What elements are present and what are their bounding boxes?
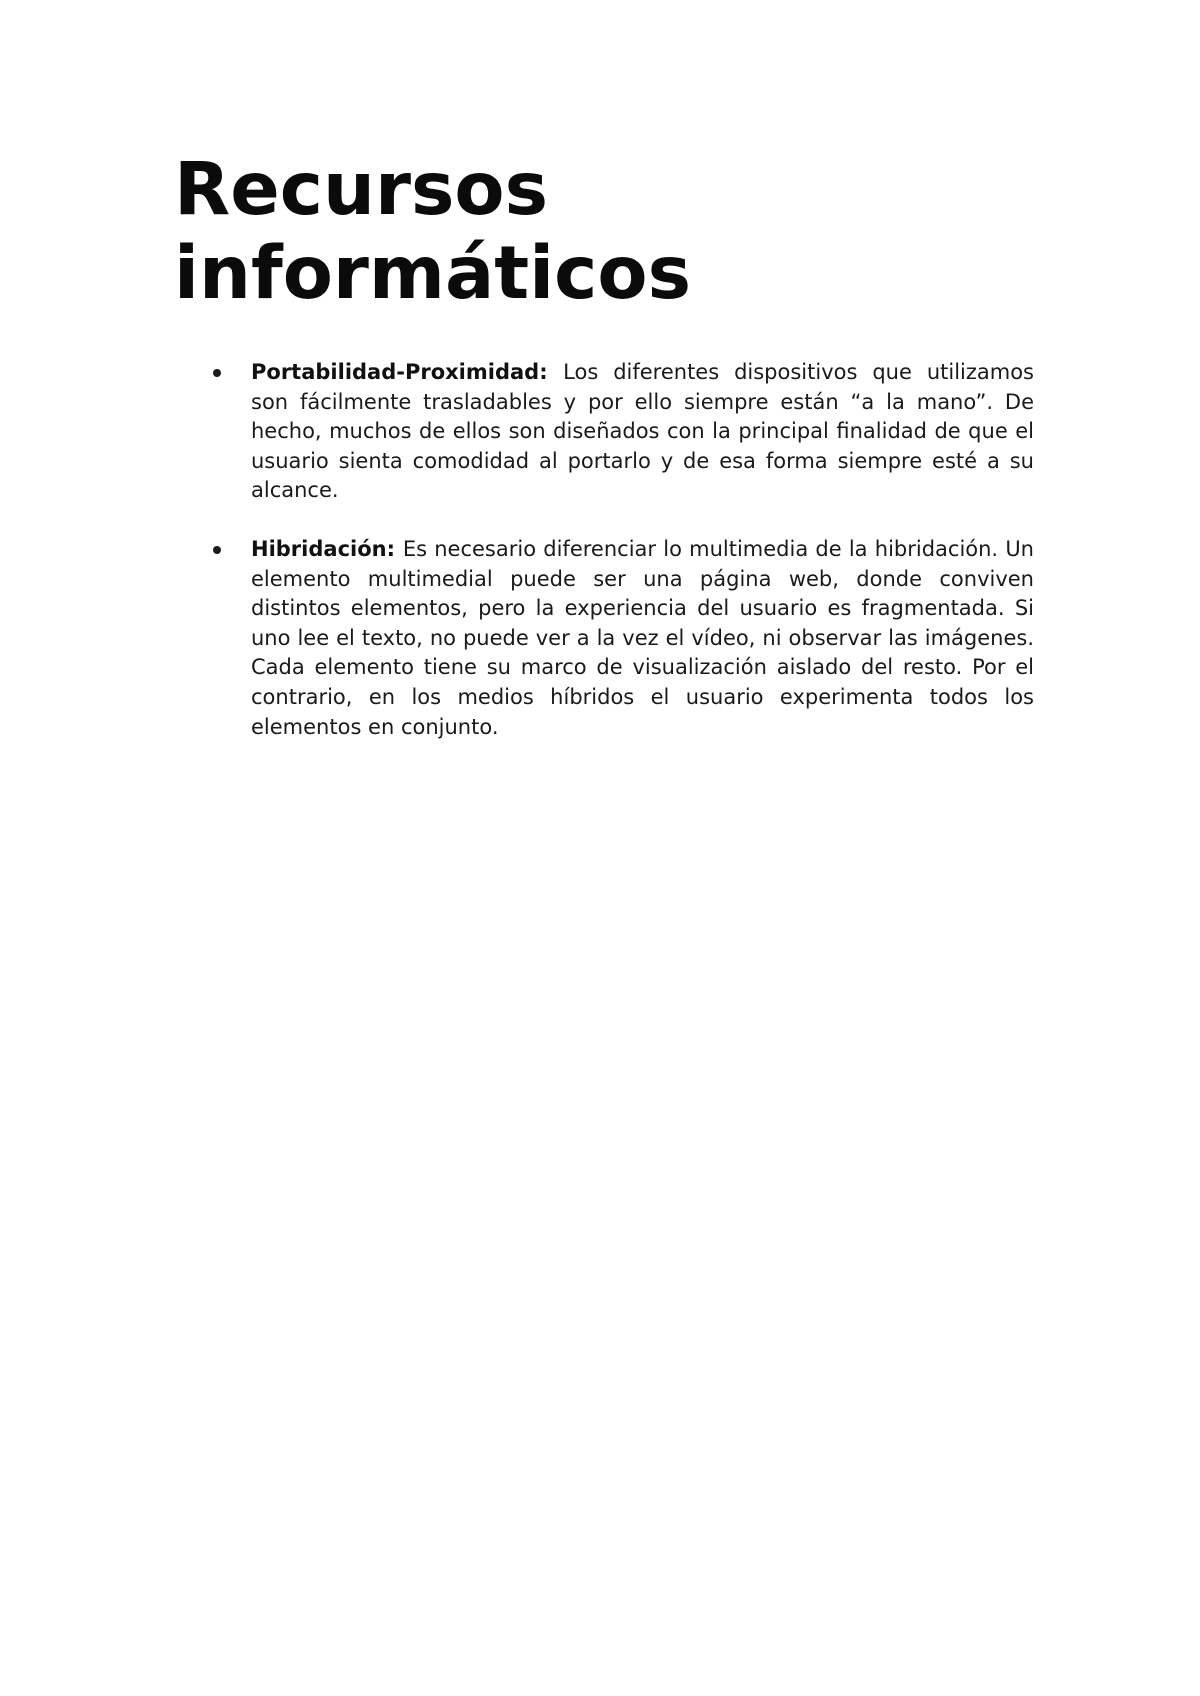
bullet-term: Portabilidad-Proximidad: bbox=[251, 360, 564, 384]
bullet-item-portabilidad bbox=[174, 358, 1034, 506]
title-line-1: Recursos bbox=[174, 147, 549, 232]
title-line-2: informáticos bbox=[174, 231, 692, 316]
bullet-icon bbox=[213, 546, 221, 554]
bullet-icon bbox=[213, 369, 221, 377]
bullet-item-hibridacion bbox=[174, 535, 1034, 742]
bullet-text: Es necesario diferenciar lo multimedia de la hibridación. Un elemento multimedial puede ser una página web, donde conviven distintos elementos, pero la experiencia del usuario es fragmentada. Si uno lee el texto, no puede ver a la vez el vídeo, ni observar las imágenes. Cada elemento tiene su marco de visualización aislado del resto. Por el contrario, en los medios híbridos el usuario experimenta todos los elementos en conjunto. bbox=[251, 536, 1034, 739]
bullet-text: Los diferentes dispositivos que utilizamos son fácilmente trasladables y por ello siempre están “a la mano”. De hecho, muchos de ellos son diseñados con la principal finalidad de que el usuario sienta comodidad al portarlo y de esa forma siempre esté a su alcance. bbox=[251, 360, 1035, 503]
bullet-list bbox=[174, 358, 1034, 771]
bullet-term: Hibridación: bbox=[251, 536, 403, 561]
page-title bbox=[174, 148, 1074, 316]
